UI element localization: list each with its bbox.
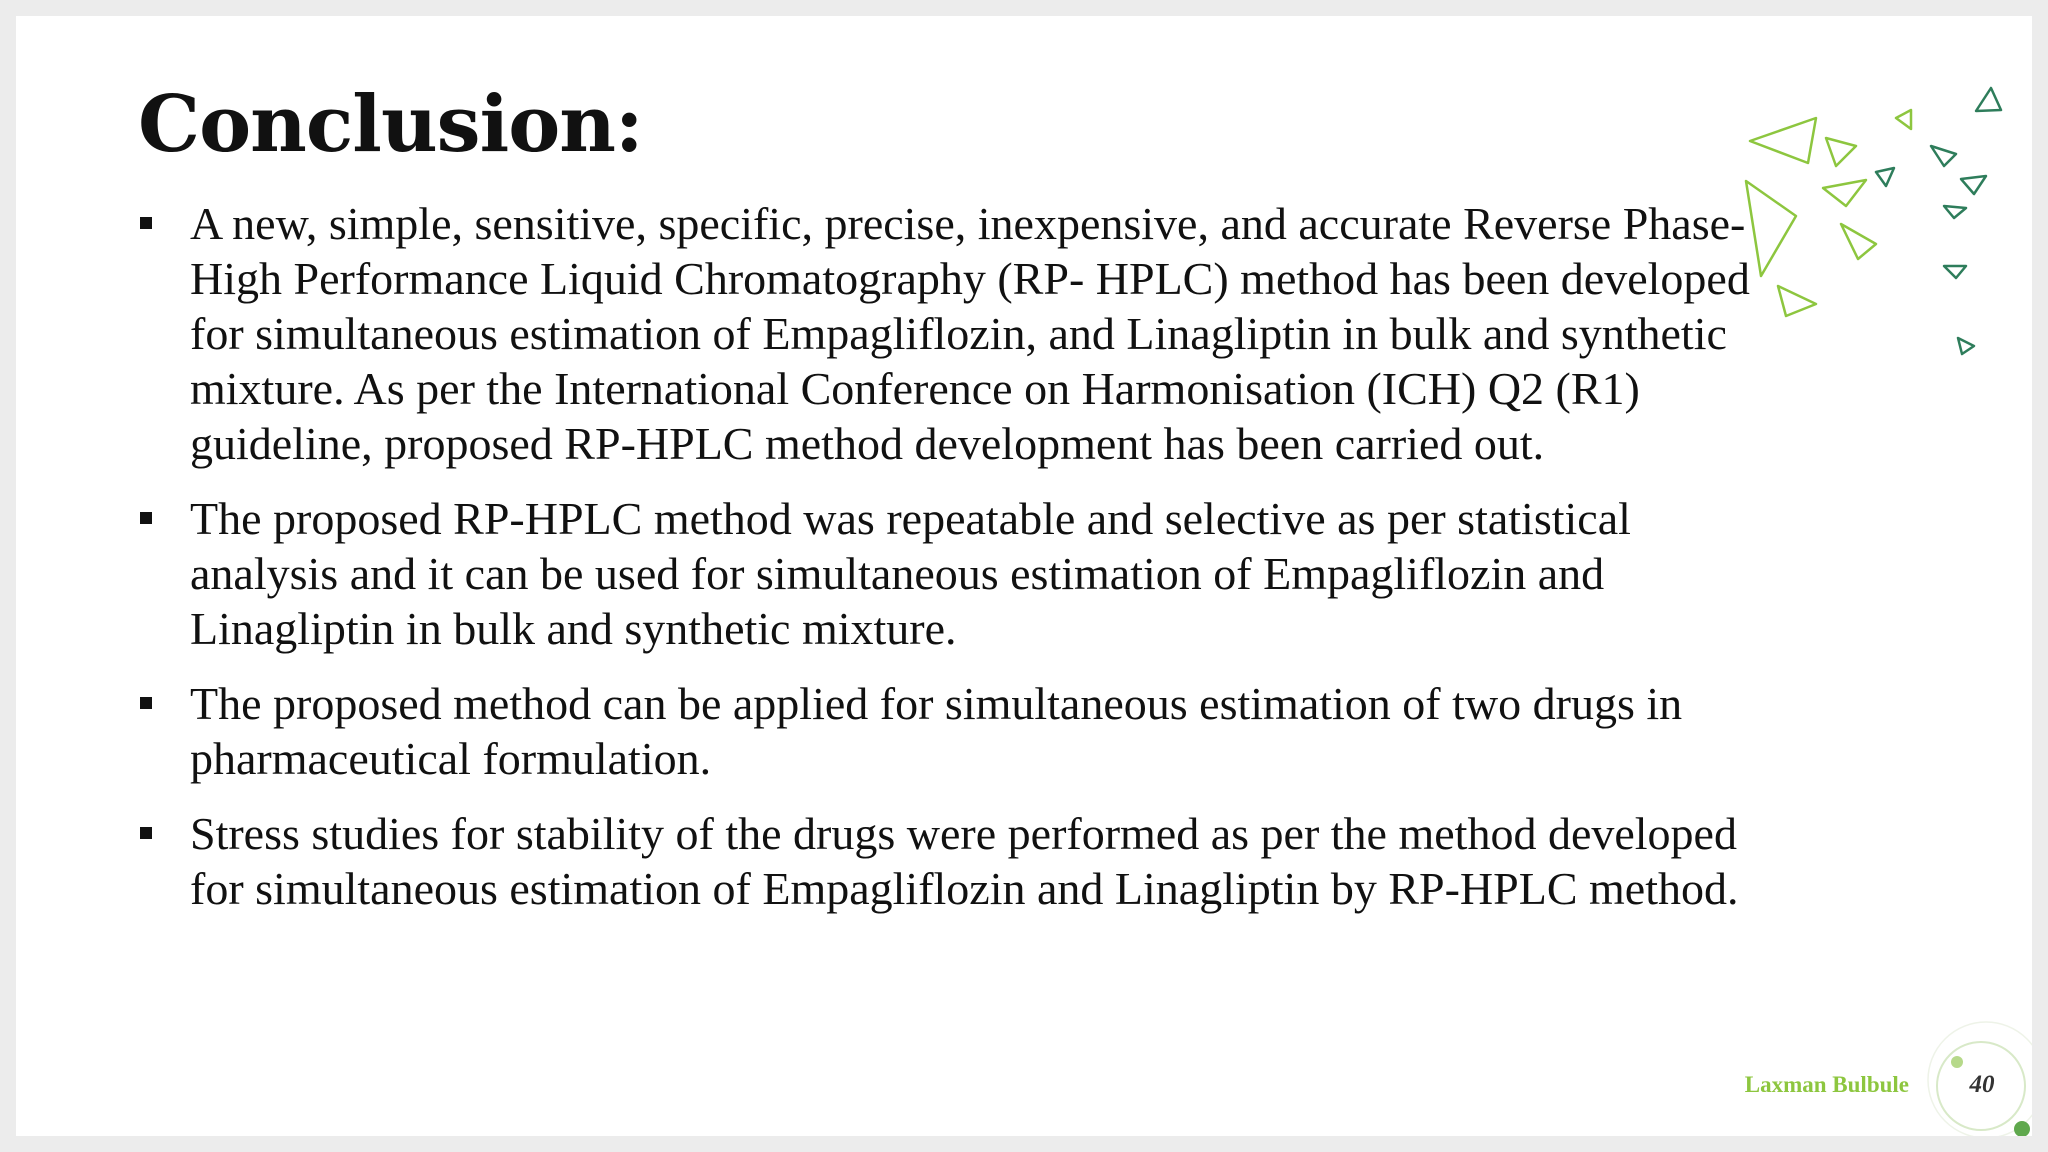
square-bullet-icon <box>140 697 152 709</box>
bullet-list <box>138 196 1758 936</box>
bullet-item <box>138 196 1758 471</box>
bullet-item <box>138 806 1758 916</box>
bullet-text: A new, simple, sensitive, specific, precise, inexpensive, and accurate Reverse Phase-High Performance Liquid Chromatography (RP- HPLC) method has been developed for simultaneous estimation of Empagliflozin, and Linagliptin in bulk and synthetic mixture. As per the International Conference on Harmonisation (ICH) Q2 (R1) guideline, proposed RP-HPLC method development has been carried out. <box>190 198 1750 469</box>
bullet-text: Stress studies for stability of the drugs were performed as per the method developed for simultaneous estimation of Empagliflozin and Linagliptin by RP-HPLC method. <box>190 808 1739 914</box>
bullet-item <box>138 676 1758 786</box>
square-bullet-icon <box>140 217 152 229</box>
page-number: 40 <box>1969 1071 1995 1098</box>
bullet-text: The proposed RP-HPLC method was repeatable and selective as per statistical analysis and it can be used for simultaneous estimation of Empagliflozin and Linagliptin in bulk and synthetic mixture. <box>190 493 1631 654</box>
footer-author: Laxman Bulbule <box>1744 1072 1909 1097</box>
square-bullet-icon <box>140 827 152 839</box>
triangle-decoration-icon <box>1716 66 2016 386</box>
slide <box>16 16 2032 1136</box>
square-bullet-icon <box>140 512 152 524</box>
bullet-text: The proposed method can be applied for simultaneous estimation of two drugs in pharmaceutical formulation. <box>190 678 1683 784</box>
bullet-item <box>138 491 1758 656</box>
slide-title: Conclusion: <box>138 79 643 170</box>
